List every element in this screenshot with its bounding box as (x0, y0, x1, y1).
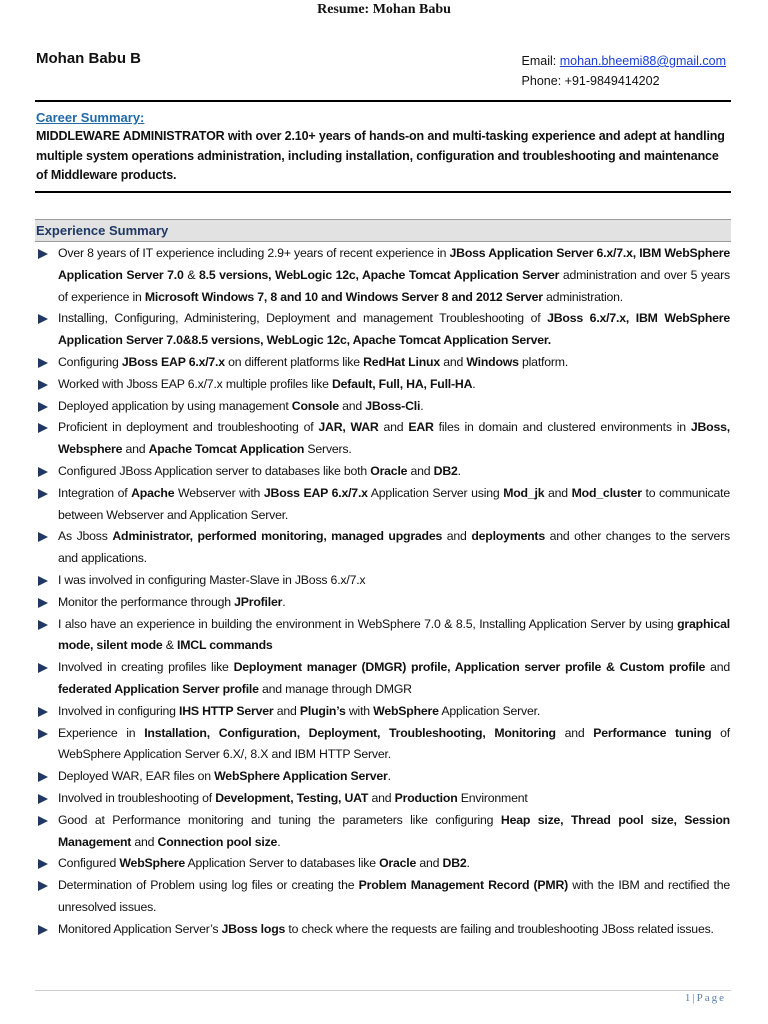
bullet-text-bold: graphical mode, silent mode (58, 616, 730, 653)
bullet-text: platform. (518, 354, 569, 369)
phone-number: +91-9849414202 (564, 74, 660, 88)
career-summary-section (36, 108, 730, 186)
divider-top (35, 100, 731, 102)
bullet-text-bold: Apache (131, 485, 175, 500)
experience-bullet (36, 701, 730, 723)
bullet-text: with (345, 703, 374, 718)
experience-bullet (36, 570, 730, 592)
bullet-text: on different platforms like (224, 354, 364, 369)
bullet-text: Configured JBoss Application server to databases like both (58, 463, 371, 478)
bullet-arrow-icon (38, 663, 48, 673)
experience-bullet (36, 723, 730, 767)
bullet-text-bold: JBoss EAP 6.x/7.x (263, 485, 368, 500)
bullet-text-bold: Oracle (370, 463, 408, 478)
experience-bullet (36, 788, 730, 810)
bullet-text: . (277, 834, 281, 849)
bullet-text-bold: EAR (408, 420, 434, 435)
experience-bullet (36, 374, 730, 396)
contact-info (522, 51, 726, 91)
bullet-text: & (183, 267, 200, 282)
bullet-text: . (387, 769, 391, 784)
bullet-arrow-icon (38, 707, 48, 717)
bullet-text-bold: Heap size, Thread pool size, Session Management (58, 812, 730, 849)
bullet-text-bold: WebSphere (119, 856, 185, 871)
bullet-text: I also have an experience in building the environment in WebSphere 7.0 & 8.5, Installing Application Server by using (58, 616, 678, 631)
bullet-text-bold: JBoss-Cli (365, 398, 421, 413)
bullet-text: and (368, 790, 395, 805)
bullet-text-bold: Oracle (379, 856, 417, 871)
bullet-arrow-icon (38, 467, 48, 477)
bullet-text-bold: JBoss 6.x/7.x, IBM WebSphere Application Server 7.0&8.5 versions, WebLogic 12c, Apache Tomcat Application Server. (58, 311, 731, 348)
bullet-arrow-icon (38, 249, 48, 259)
phone-label: Phone: (521, 74, 565, 88)
bullet-arrow-icon (38, 772, 48, 782)
experience-bullet (36, 810, 730, 854)
experience-bullet (36, 461, 730, 483)
bullet-text-bold: Problem Management Record (PMR) (358, 878, 569, 893)
bullet-text: Over 8 years of IT experience including 2.9+ years of recent experience in (58, 246, 450, 260)
footer-divider (35, 990, 731, 991)
bullet-text: and (131, 834, 158, 849)
bullet-text-bold: Connection pool size (157, 834, 278, 849)
bullet-text: administration and over 5 years of experience in (58, 267, 731, 304)
bullet-text: to communicate between Webserver and Application Server. (58, 485, 730, 522)
bullet-text-bold: DB2 (433, 463, 458, 478)
bullet-text: & (162, 638, 177, 653)
bullet-arrow-icon (38, 314, 48, 324)
bullet-text: Proficient in deployment and troubleshooting of (58, 420, 319, 435)
bullet-text: Configured (58, 856, 120, 871)
bullet-arrow-icon (38, 598, 48, 608)
experience-bullet-list (36, 243, 730, 941)
document-header: Resume: Mohan Babu (317, 2, 451, 17)
bullet-text-bold: RedHat Linux (363, 354, 440, 369)
experience-bullet (36, 526, 730, 570)
page-number: 1|Page (684, 992, 726, 1004)
bullet-text-bold: Administrator, performed monitoring, managed upgrades (112, 529, 443, 544)
bullet-text: and (122, 442, 149, 457)
experience-bullet (36, 766, 730, 788)
bullet-text: . (457, 463, 461, 478)
bullet-text: Deployed WAR, EAR files on (58, 769, 215, 784)
bullet-text-bold: IHS HTTP Server (178, 703, 274, 718)
bullet-text-bold: JBoss Application Server 6.x/7.x, IBM WebSphere Application Server 7.0 (58, 246, 730, 282)
bullet-text-bold: Microsoft Windows 7, 8 and 10 and Windows Server 8 and 2012 Server (144, 289, 543, 304)
divider-career (35, 191, 731, 193)
bullet-text: Webserver with (174, 485, 264, 500)
experience-bullet (36, 919, 730, 941)
bullet-text: Environment (457, 790, 528, 805)
bullet-arrow-icon (38, 489, 48, 499)
bullet-text: and other changes to the servers and applications. (58, 529, 730, 566)
experience-bullet (36, 657, 730, 701)
bullet-text: and (544, 485, 572, 500)
bullet-text-bold: Deployment manager (DMGR) profile, Application server profile & Custom profile (233, 660, 706, 675)
bullet-arrow-icon (38, 576, 48, 586)
bullet-text-bold: JProfiler (234, 594, 283, 609)
bullet-text: Integration of (58, 485, 132, 500)
bullet-text-bold: Plugin’s (299, 703, 346, 718)
bullet-text: Involved in configuring (58, 703, 179, 718)
bullet-arrow-icon (38, 816, 48, 826)
bullet-text: files in domain and clustered environments in (433, 420, 691, 435)
career-summary-title: Career Summary: (36, 110, 145, 125)
bullet-text: Deployed application by using management (58, 398, 292, 413)
bullet-text-bold: deployments (471, 529, 545, 544)
bullet-text: Installing, Configuring, Administering, Deployment and management Troubleshooting of (58, 311, 548, 326)
bullet-text: with the IBM and rectified the unresolved issues. (58, 878, 731, 914)
bullet-text-bold: Default, Full, HA, Full-HA (331, 376, 473, 391)
bullet-text: Good at Performance monitoring and tuning the parameters like configuring (58, 812, 501, 827)
bullet-text-bold: Console (291, 398, 339, 413)
bullet-text-bold: Apache Tomcat Application (148, 442, 305, 457)
candidate-name: Mohan Babu B (36, 50, 141, 67)
bullet-text-bold: IMCL commands (177, 638, 273, 653)
bullet-text: Servers. (304, 442, 352, 457)
bullet-text: Monitor the performance through (58, 594, 235, 609)
bullet-text: Involved in creating profiles like (58, 660, 234, 675)
experience-bullet (36, 352, 730, 374)
bullet-text-bold: Windows (466, 354, 519, 369)
bullet-text-bold: JBoss EAP 6.x/7.x (121, 354, 225, 369)
bullet-text-bold: DB2 (442, 856, 467, 871)
bullet-text-bold: Development, Testing, UAT (215, 790, 369, 805)
experience-bullet (36, 614, 730, 658)
experience-bullet (36, 396, 730, 418)
bullet-text: As Jboss (58, 529, 113, 544)
bullet-text: and (555, 725, 594, 740)
bullet-text-bold: Production (394, 790, 458, 805)
bullet-text: Determination of Problem using log files or creating the (58, 878, 359, 893)
bullet-text: . (466, 856, 470, 871)
bullet-text: . (282, 594, 286, 609)
experience-bullet (36, 417, 730, 461)
bullet-text-bold: JBoss logs (221, 921, 286, 936)
bullet-text-bold: federated Application Server profile (58, 681, 259, 696)
bullet-text: and (338, 398, 366, 413)
experience-bullet (36, 592, 730, 614)
phone-row (522, 71, 726, 91)
bullet-text-bold: Mod_cluster (571, 485, 642, 500)
bullet-text: of WebSphere Application Server 6.X/, 8.X and IBM HTTP Server. (58, 725, 731, 762)
bullet-arrow-icon (38, 532, 48, 542)
bullet-arrow-icon (38, 402, 48, 412)
bullet-text-bold: Installation, Configuration, Deployment, Troubleshooting, Monitoring (144, 725, 556, 740)
bullet-text-bold: Mod_jk (503, 485, 545, 500)
bullet-text: Worked with Jboss EAP 6.x/7.x multiple profiles like (58, 376, 332, 391)
experience-summary-header (35, 219, 731, 242)
bullet-text-bold: WebSphere Application Server (214, 769, 388, 784)
bullet-arrow-icon (38, 620, 48, 630)
email-link[interactable]: mohan.bheemi88@gmail.com (559, 54, 726, 68)
bullet-text: Application Server. (438, 703, 541, 718)
bullet-text: Configuring (58, 354, 122, 369)
bullet-text: . (420, 398, 424, 413)
bullet-text-bold: 8.5 versions, WebLogic 12c, Apache Tomcat Application Server (199, 267, 560, 282)
career-summary-text: MIDDLEWARE ADMINISTRATOR with over 2.10+ years of hands-on and multi-tasking experience and adept at handling multiple system operations administration, including installation, configuration and troubleshooting and maintenance of Middleware products. (36, 129, 725, 182)
bullet-arrow-icon (38, 794, 48, 804)
bullet-arrow-icon (38, 729, 48, 739)
bullet-arrow-icon (38, 925, 48, 935)
bullet-text: to check where the requests are failing and troubleshooting JBoss related issues. (285, 921, 714, 936)
bullet-text: and (705, 660, 730, 675)
experience-bullet (36, 875, 730, 919)
bullet-arrow-icon (38, 423, 48, 433)
experience-bullet (36, 308, 730, 352)
experience-bullet (36, 853, 730, 875)
bullet-text: Experience in (58, 725, 145, 740)
bullet-text-bold: Performance tuning (593, 725, 712, 740)
bullet-text: and (378, 420, 409, 435)
bullet-arrow-icon (38, 859, 48, 869)
bullet-text: Application Server to databases like (185, 856, 380, 871)
bullet-text: Involved in troubleshooting of (58, 790, 216, 805)
bullet-text: . (472, 376, 476, 391)
bullet-arrow-icon (38, 358, 48, 368)
bullet-text: Application Server using (367, 485, 504, 500)
experience-summary-title: Experience Summary (36, 223, 169, 238)
bullet-text: and (407, 463, 434, 478)
experience-bullet (36, 243, 730, 308)
bullet-text-bold: JAR, WAR (318, 420, 379, 435)
bullet-arrow-icon (38, 380, 48, 390)
bullet-text: and manage through DMGR (258, 681, 412, 696)
bullet-arrow-icon (38, 881, 48, 891)
bullet-text: and (273, 703, 300, 718)
bullet-text-bold: JBoss, Websphere (58, 420, 730, 457)
bullet-text: administration. (542, 289, 624, 304)
experience-bullet (36, 483, 730, 527)
bullet-text: and (416, 856, 443, 871)
bullet-text-bold: WebSphere (373, 703, 439, 718)
email-label: Email: (521, 54, 560, 68)
bullet-text: Monitored Application Server’s (58, 921, 222, 936)
bullet-text: and (442, 529, 472, 544)
email-row (522, 51, 726, 71)
bullet-text: I was involved in configuring Master-Slave in JBoss 6.x/7.x (58, 572, 366, 587)
bullet-text: and (439, 354, 467, 369)
